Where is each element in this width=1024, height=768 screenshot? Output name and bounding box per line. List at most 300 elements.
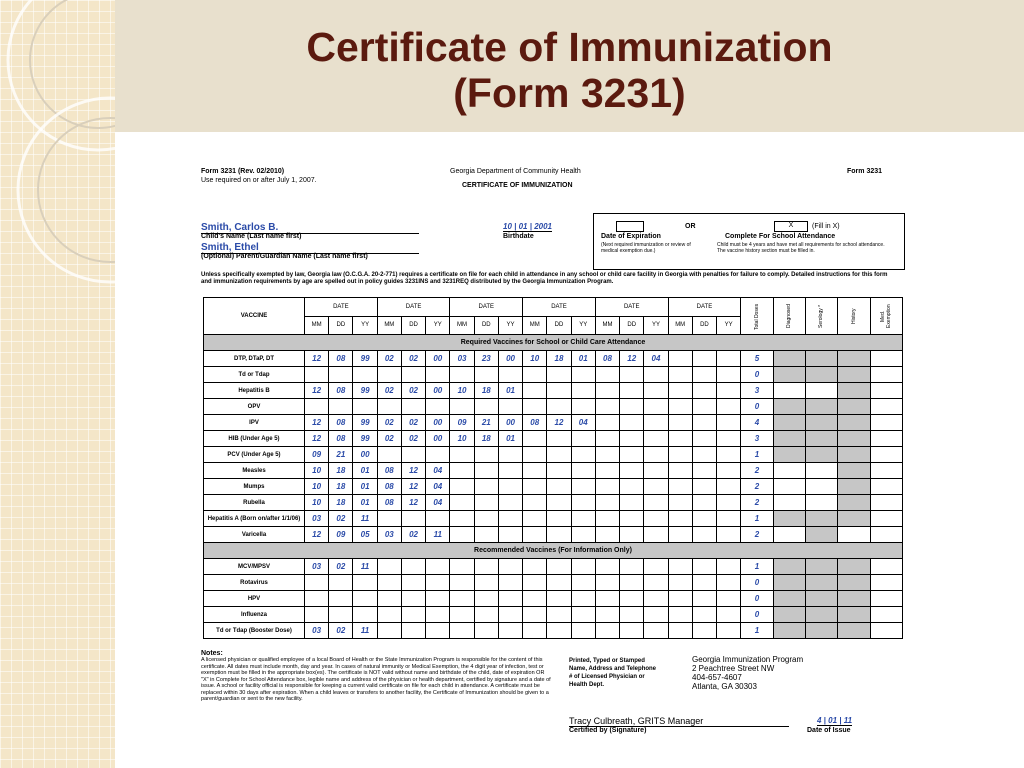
serology-cell[interactable] — [805, 623, 837, 639]
date-cell[interactable]: 08 — [329, 383, 353, 399]
history-cell[interactable] — [838, 623, 870, 639]
date-cell[interactable] — [304, 399, 328, 415]
date-cell[interactable] — [353, 575, 377, 591]
date-cell[interactable] — [668, 463, 692, 479]
date-cell[interactable]: 21 — [329, 447, 353, 463]
date-cell[interactable] — [717, 351, 741, 367]
date-cell[interactable] — [547, 607, 571, 623]
date-cell[interactable] — [547, 479, 571, 495]
date-cell[interactable] — [644, 463, 668, 479]
date-cell[interactable] — [644, 527, 668, 543]
date-cell[interactable]: 05 — [353, 527, 377, 543]
date-cell[interactable] — [668, 351, 692, 367]
date-cell[interactable]: 03 — [304, 559, 328, 575]
med-exemption-cell[interactable] — [870, 367, 902, 383]
date-cell[interactable] — [450, 447, 474, 463]
date-cell[interactable] — [595, 479, 619, 495]
date-cell[interactable] — [547, 399, 571, 415]
date-cell[interactable] — [498, 575, 522, 591]
date-cell[interactable]: 12 — [304, 383, 328, 399]
date-cell[interactable]: 11 — [353, 511, 377, 527]
date-cell[interactable] — [668, 527, 692, 543]
history-cell[interactable] — [838, 591, 870, 607]
expiration-field[interactable] — [616, 221, 644, 232]
date-cell[interactable] — [547, 495, 571, 511]
history-cell[interactable] — [838, 527, 870, 543]
date-cell[interactable] — [692, 591, 716, 607]
date-cell[interactable] — [523, 495, 547, 511]
date-cell[interactable] — [644, 447, 668, 463]
date-cell[interactable] — [426, 559, 450, 575]
date-cell[interactable] — [620, 367, 644, 383]
date-cell[interactable] — [620, 527, 644, 543]
date-cell[interactable] — [523, 527, 547, 543]
date-cell[interactable] — [668, 367, 692, 383]
date-cell[interactable]: 01 — [498, 431, 522, 447]
date-cell[interactable] — [474, 479, 498, 495]
date-cell[interactable] — [523, 447, 547, 463]
date-cell[interactable] — [547, 431, 571, 447]
date-cell[interactable] — [668, 623, 692, 639]
date-cell[interactable]: 02 — [377, 351, 401, 367]
date-cell[interactable]: 00 — [498, 415, 522, 431]
date-cell[interactable]: 08 — [377, 479, 401, 495]
date-cell[interactable]: 12 — [304, 415, 328, 431]
date-cell[interactable]: 18 — [329, 495, 353, 511]
history-cell[interactable] — [838, 415, 870, 431]
history-cell[interactable] — [838, 463, 870, 479]
date-cell[interactable]: 10 — [304, 463, 328, 479]
date-cell[interactable] — [498, 447, 522, 463]
date-cell[interactable] — [426, 575, 450, 591]
date-cell[interactable]: 00 — [498, 351, 522, 367]
date-cell[interactable] — [401, 575, 425, 591]
date-cell[interactable]: 12 — [304, 527, 328, 543]
date-cell[interactable]: 09 — [329, 527, 353, 543]
date-cell[interactable] — [620, 623, 644, 639]
date-cell[interactable] — [401, 591, 425, 607]
date-cell[interactable] — [668, 447, 692, 463]
date-cell[interactable] — [450, 607, 474, 623]
date-cell[interactable]: 10 — [304, 479, 328, 495]
date-cell[interactable] — [377, 447, 401, 463]
date-cell[interactable] — [377, 399, 401, 415]
date-cell[interactable] — [717, 367, 741, 383]
date-cell[interactable] — [571, 447, 595, 463]
date-cell[interactable] — [377, 575, 401, 591]
date-cell[interactable]: 01 — [353, 495, 377, 511]
date-cell[interactable] — [474, 607, 498, 623]
date-cell[interactable] — [571, 623, 595, 639]
date-cell[interactable] — [620, 591, 644, 607]
serology-cell[interactable] — [805, 367, 837, 383]
date-cell[interactable]: 02 — [377, 383, 401, 399]
date-cell[interactable]: 01 — [353, 479, 377, 495]
date-cell[interactable]: 02 — [329, 511, 353, 527]
date-cell[interactable] — [523, 367, 547, 383]
date-cell[interactable] — [571, 607, 595, 623]
diagnosed-cell[interactable] — [773, 591, 805, 607]
date-cell[interactable] — [571, 463, 595, 479]
date-cell[interactable] — [474, 575, 498, 591]
date-cell[interactable] — [401, 367, 425, 383]
serology-cell[interactable] — [805, 559, 837, 575]
diagnosed-cell[interactable] — [773, 463, 805, 479]
date-cell[interactable] — [668, 383, 692, 399]
date-cell[interactable] — [595, 415, 619, 431]
date-cell[interactable] — [620, 479, 644, 495]
date-cell[interactable]: 23 — [474, 351, 498, 367]
history-cell[interactable] — [838, 367, 870, 383]
date-cell[interactable]: 18 — [474, 383, 498, 399]
date-cell[interactable] — [571, 495, 595, 511]
history-cell[interactable] — [838, 399, 870, 415]
date-cell[interactable] — [692, 463, 716, 479]
serology-cell[interactable] — [805, 527, 837, 543]
date-cell[interactable] — [450, 591, 474, 607]
date-cell[interactable] — [717, 399, 741, 415]
date-cell[interactable] — [498, 527, 522, 543]
date-cell[interactable]: 11 — [353, 623, 377, 639]
date-cell[interactable]: 04 — [426, 463, 450, 479]
date-cell[interactable] — [717, 383, 741, 399]
serology-cell[interactable] — [805, 511, 837, 527]
date-cell[interactable] — [450, 495, 474, 511]
date-cell[interactable]: 10 — [450, 431, 474, 447]
date-cell[interactable]: 02 — [377, 415, 401, 431]
date-cell[interactable] — [450, 511, 474, 527]
date-cell[interactable] — [644, 575, 668, 591]
date-cell[interactable] — [668, 399, 692, 415]
date-cell[interactable] — [498, 607, 522, 623]
date-cell[interactable] — [644, 479, 668, 495]
date-cell[interactable]: 02 — [329, 623, 353, 639]
date-cell[interactable] — [498, 399, 522, 415]
date-cell[interactable]: 01 — [571, 351, 595, 367]
diagnosed-cell[interactable] — [773, 447, 805, 463]
date-cell[interactable] — [717, 527, 741, 543]
date-cell[interactable] — [377, 607, 401, 623]
date-cell[interactable] — [401, 447, 425, 463]
date-cell[interactable] — [692, 495, 716, 511]
history-cell[interactable] — [838, 559, 870, 575]
date-cell[interactable]: 03 — [450, 351, 474, 367]
date-cell[interactable] — [377, 623, 401, 639]
date-cell[interactable] — [547, 559, 571, 575]
date-cell[interactable]: 99 — [353, 351, 377, 367]
date-cell[interactable] — [547, 511, 571, 527]
date-cell[interactable] — [377, 559, 401, 575]
date-cell[interactable]: 04 — [571, 415, 595, 431]
date-cell[interactable] — [450, 527, 474, 543]
date-cell[interactable]: 12 — [304, 351, 328, 367]
date-cell[interactable] — [523, 575, 547, 591]
med-exemption-cell[interactable] — [870, 399, 902, 415]
date-cell[interactable] — [450, 575, 474, 591]
date-cell[interactable] — [595, 495, 619, 511]
date-cell[interactable] — [353, 607, 377, 623]
date-cell[interactable] — [450, 463, 474, 479]
history-cell[interactable] — [838, 575, 870, 591]
serology-cell[interactable] — [805, 479, 837, 495]
date-cell[interactable] — [644, 415, 668, 431]
date-cell[interactable] — [523, 511, 547, 527]
date-cell[interactable] — [329, 607, 353, 623]
date-cell[interactable] — [547, 527, 571, 543]
date-cell[interactable] — [595, 559, 619, 575]
date-cell[interactable]: 03 — [377, 527, 401, 543]
date-cell[interactable] — [595, 591, 619, 607]
date-cell[interactable] — [692, 383, 716, 399]
date-cell[interactable] — [474, 399, 498, 415]
date-cell[interactable]: 12 — [304, 431, 328, 447]
history-cell[interactable] — [838, 351, 870, 367]
date-cell[interactable] — [717, 575, 741, 591]
date-cell[interactable] — [620, 607, 644, 623]
date-cell[interactable] — [498, 511, 522, 527]
date-cell[interactable] — [474, 447, 498, 463]
history-cell[interactable] — [838, 511, 870, 527]
date-cell[interactable] — [571, 527, 595, 543]
date-cell[interactable] — [547, 367, 571, 383]
date-cell[interactable] — [620, 415, 644, 431]
date-cell[interactable]: 08 — [329, 431, 353, 447]
date-cell[interactable] — [304, 591, 328, 607]
date-cell[interactable] — [668, 495, 692, 511]
date-cell[interactable] — [304, 607, 328, 623]
date-cell[interactable] — [717, 511, 741, 527]
date-cell[interactable] — [474, 495, 498, 511]
date-cell[interactable] — [474, 367, 498, 383]
date-cell[interactable] — [523, 383, 547, 399]
date-cell[interactable] — [644, 559, 668, 575]
date-cell[interactable]: 18 — [474, 431, 498, 447]
date-cell[interactable]: 10 — [450, 383, 474, 399]
date-cell[interactable] — [668, 607, 692, 623]
date-cell[interactable]: 09 — [450, 415, 474, 431]
date-cell[interactable] — [426, 607, 450, 623]
med-exemption-cell[interactable] — [870, 559, 902, 575]
date-cell[interactable]: 02 — [377, 431, 401, 447]
date-cell[interactable]: 99 — [353, 431, 377, 447]
date-cell[interactable]: 08 — [377, 495, 401, 511]
date-cell[interactable] — [474, 623, 498, 639]
date-cell[interactable] — [523, 479, 547, 495]
date-cell[interactable] — [692, 415, 716, 431]
date-cell[interactable] — [717, 495, 741, 511]
date-cell[interactable] — [547, 463, 571, 479]
date-cell[interactable] — [595, 447, 619, 463]
date-cell[interactable] — [717, 479, 741, 495]
med-exemption-cell[interactable] — [870, 527, 902, 543]
date-cell[interactable] — [353, 367, 377, 383]
date-cell[interactable] — [668, 431, 692, 447]
date-cell[interactable]: 10 — [523, 351, 547, 367]
date-cell[interactable] — [426, 399, 450, 415]
date-cell[interactable] — [498, 495, 522, 511]
date-cell[interactable]: 08 — [523, 415, 547, 431]
date-cell[interactable] — [692, 623, 716, 639]
date-cell[interactable] — [692, 575, 716, 591]
date-cell[interactable] — [571, 591, 595, 607]
date-cell[interactable] — [717, 463, 741, 479]
med-exemption-cell[interactable] — [870, 447, 902, 463]
date-cell[interactable] — [377, 511, 401, 527]
date-cell[interactable] — [547, 447, 571, 463]
date-cell[interactable] — [717, 607, 741, 623]
diagnosed-cell[interactable] — [773, 399, 805, 415]
med-exemption-cell[interactable] — [870, 591, 902, 607]
date-cell[interactable] — [595, 383, 619, 399]
date-cell[interactable] — [426, 511, 450, 527]
serology-cell[interactable] — [805, 607, 837, 623]
date-cell[interactable]: 01 — [498, 383, 522, 399]
date-cell[interactable] — [620, 447, 644, 463]
date-cell[interactable] — [450, 399, 474, 415]
date-cell[interactable]: 00 — [426, 415, 450, 431]
date-cell[interactable] — [498, 591, 522, 607]
date-cell[interactable] — [523, 591, 547, 607]
date-cell[interactable] — [595, 575, 619, 591]
date-cell[interactable] — [401, 399, 425, 415]
diagnosed-cell[interactable] — [773, 559, 805, 575]
date-cell[interactable] — [595, 399, 619, 415]
date-cell[interactable]: 00 — [353, 447, 377, 463]
date-cell[interactable] — [620, 559, 644, 575]
date-cell[interactable]: 00 — [426, 351, 450, 367]
serology-cell[interactable] — [805, 447, 837, 463]
date-cell[interactable] — [571, 367, 595, 383]
serology-cell[interactable] — [805, 495, 837, 511]
med-exemption-cell[interactable] — [870, 607, 902, 623]
date-cell[interactable]: 12 — [401, 463, 425, 479]
date-cell[interactable]: 12 — [401, 479, 425, 495]
med-exemption-cell[interactable] — [870, 623, 902, 639]
date-cell[interactable] — [595, 431, 619, 447]
date-cell[interactable] — [401, 559, 425, 575]
date-cell[interactable] — [620, 495, 644, 511]
date-cell[interactable]: 02 — [401, 431, 425, 447]
date-cell[interactable]: 18 — [547, 351, 571, 367]
date-cell[interactable] — [571, 383, 595, 399]
date-cell[interactable]: 99 — [353, 383, 377, 399]
date-cell[interactable] — [571, 479, 595, 495]
date-cell[interactable] — [595, 511, 619, 527]
med-exemption-cell[interactable] — [870, 463, 902, 479]
date-cell[interactable]: 00 — [426, 383, 450, 399]
date-cell[interactable]: 18 — [329, 479, 353, 495]
date-cell[interactable] — [644, 511, 668, 527]
date-cell[interactable]: 04 — [426, 495, 450, 511]
date-cell[interactable]: 12 — [620, 351, 644, 367]
date-cell[interactable] — [595, 623, 619, 639]
date-cell[interactable] — [571, 511, 595, 527]
diagnosed-cell[interactable] — [773, 607, 805, 623]
diagnosed-cell[interactable] — [773, 383, 805, 399]
history-cell[interactable] — [838, 431, 870, 447]
date-cell[interactable]: 04 — [644, 351, 668, 367]
med-exemption-cell[interactable] — [870, 511, 902, 527]
date-cell[interactable] — [304, 367, 328, 383]
diagnosed-cell[interactable] — [773, 511, 805, 527]
date-cell[interactable] — [401, 511, 425, 527]
date-cell[interactable] — [571, 399, 595, 415]
date-cell[interactable] — [474, 591, 498, 607]
date-cell[interactable] — [595, 367, 619, 383]
date-cell[interactable] — [547, 623, 571, 639]
date-cell[interactable]: 00 — [426, 431, 450, 447]
date-cell[interactable] — [523, 623, 547, 639]
med-exemption-cell[interactable] — [870, 495, 902, 511]
date-cell[interactable] — [692, 367, 716, 383]
serology-cell[interactable] — [805, 415, 837, 431]
diagnosed-cell[interactable] — [773, 367, 805, 383]
date-cell[interactable] — [329, 367, 353, 383]
date-cell[interactable] — [692, 399, 716, 415]
date-cell[interactable] — [620, 575, 644, 591]
date-cell[interactable] — [668, 559, 692, 575]
date-cell[interactable]: 04 — [426, 479, 450, 495]
date-cell[interactable]: 03 — [304, 623, 328, 639]
diagnosed-cell[interactable] — [773, 415, 805, 431]
date-cell[interactable] — [668, 591, 692, 607]
date-cell[interactable] — [547, 383, 571, 399]
med-exemption-cell[interactable] — [870, 415, 902, 431]
date-cell[interactable]: 11 — [353, 559, 377, 575]
date-cell[interactable] — [353, 591, 377, 607]
date-cell[interactable] — [668, 415, 692, 431]
date-cell[interactable]: 18 — [329, 463, 353, 479]
date-cell[interactable]: 08 — [377, 463, 401, 479]
med-exemption-cell[interactable] — [870, 431, 902, 447]
diagnosed-cell[interactable] — [773, 431, 805, 447]
date-cell[interactable]: 21 — [474, 415, 498, 431]
diagnosed-cell[interactable] — [773, 351, 805, 367]
date-cell[interactable] — [474, 463, 498, 479]
date-cell[interactable]: 03 — [304, 511, 328, 527]
date-cell[interactable] — [329, 399, 353, 415]
date-cell[interactable] — [692, 351, 716, 367]
date-cell[interactable] — [474, 559, 498, 575]
date-cell[interactable] — [498, 479, 522, 495]
date-cell[interactable]: 02 — [401, 383, 425, 399]
date-cell[interactable] — [571, 431, 595, 447]
date-cell[interactable]: 02 — [401, 415, 425, 431]
date-cell[interactable] — [717, 431, 741, 447]
diagnosed-cell[interactable] — [773, 527, 805, 543]
history-cell[interactable] — [838, 495, 870, 511]
serology-cell[interactable] — [805, 383, 837, 399]
date-cell[interactable] — [644, 591, 668, 607]
date-cell[interactable] — [644, 399, 668, 415]
date-cell[interactable] — [571, 575, 595, 591]
date-cell[interactable] — [498, 559, 522, 575]
date-cell[interactable] — [620, 431, 644, 447]
date-cell[interactable] — [498, 623, 522, 639]
date-cell[interactable] — [329, 575, 353, 591]
date-cell[interactable] — [692, 527, 716, 543]
history-cell[interactable] — [838, 383, 870, 399]
date-cell[interactable]: 02 — [329, 559, 353, 575]
date-cell[interactable] — [450, 479, 474, 495]
date-cell[interactable] — [426, 447, 450, 463]
date-cell[interactable] — [717, 591, 741, 607]
serology-cell[interactable] — [805, 591, 837, 607]
date-cell[interactable] — [692, 447, 716, 463]
date-cell[interactable] — [523, 463, 547, 479]
date-cell[interactable] — [717, 559, 741, 575]
date-cell[interactable] — [329, 591, 353, 607]
